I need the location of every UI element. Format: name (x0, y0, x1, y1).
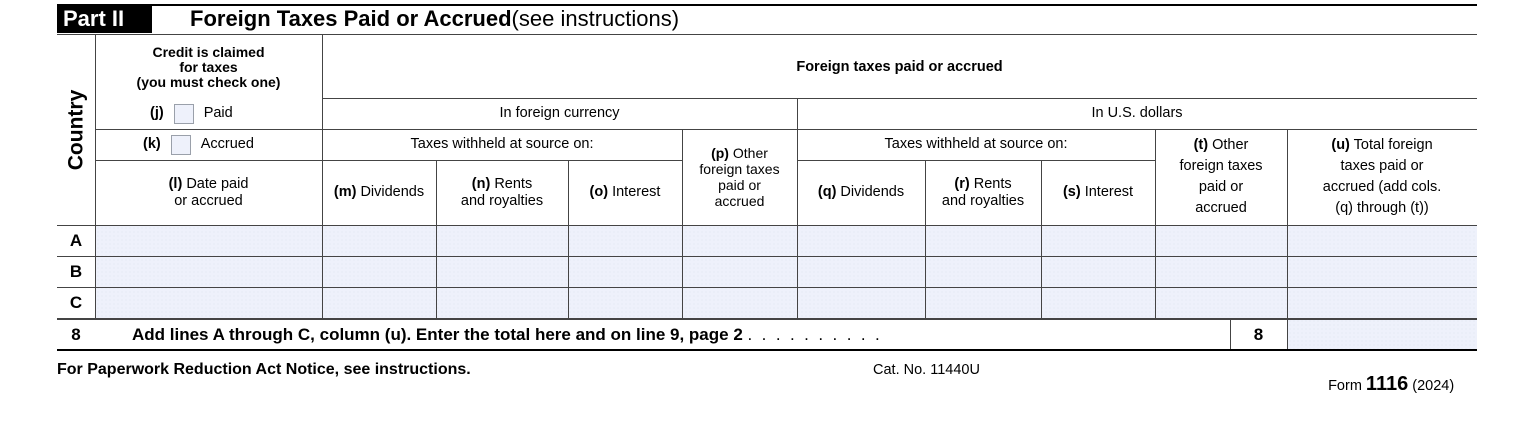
rule (797, 160, 1155, 161)
accrued-checkbox[interactable] (171, 135, 191, 155)
col-m-header: (m) Dividends (333, 184, 425, 200)
rule (925, 160, 926, 318)
col-o-header: (o) Interest (589, 184, 661, 200)
row-label-b: B (69, 261, 83, 281)
line8-number: 8 (71, 324, 81, 344)
in-foreign-currency-header: In foreign currency (499, 105, 620, 121)
col-r-header: (r) Rents and royalties (941, 175, 1025, 209)
col-s-header: (s) Interest (1062, 184, 1134, 200)
rule (57, 256, 1477, 257)
part-title (190, 5, 679, 33)
option-accrued[interactable]: (k) Accrued (95, 129, 322, 160)
row-label-a: A (69, 230, 83, 250)
rule (322, 98, 1477, 99)
col-p-header: (p) Other foreign taxes paid or accrued (699, 145, 780, 209)
col-q-header: (q) Dividends (817, 184, 905, 200)
rule (57, 225, 1477, 226)
rule (682, 129, 683, 318)
col-l-header: (l) Date paid or accrued (168, 175, 249, 209)
rule (797, 98, 798, 318)
withheld-foreign-header: Taxes withheld at source on: (410, 136, 594, 152)
col-t-header: (t) Other foreign taxes paid or accrued (1179, 137, 1263, 216)
in-us-dollars-header: In U.S. dollars (1091, 105, 1183, 121)
rule (322, 34, 323, 318)
rule (95, 34, 96, 318)
line8-instruction: Add lines A through C, column (u). Enter the total here and on line 9, page 2 . . . . . . . . . . (132, 324, 880, 344)
rule (436, 160, 437, 318)
rule (57, 34, 1477, 35)
row-label-c: C (69, 292, 83, 312)
rule (1287, 129, 1288, 349)
credit-claimed-header: Credit is claimed for taxes (you must check one) (136, 43, 281, 90)
foreign-taxes-header: Foreign taxes paid or accrued (796, 58, 1003, 75)
country-header: Country (64, 89, 87, 170)
rule (322, 160, 682, 161)
rule (1155, 129, 1156, 318)
rule (57, 287, 1477, 288)
rule (95, 160, 322, 161)
part-title-bold: Foreign Taxes Paid or Accrued (190, 6, 512, 31)
rule (1041, 160, 1042, 318)
col-n-header: (n) Rents and royalties (460, 175, 544, 209)
withheld-usd-header: Taxes withheld at source on: (884, 136, 1068, 152)
line8-input[interactable] (1288, 319, 1477, 349)
line8-box-label: 8 (1253, 324, 1264, 344)
part-title-suffix: (see instructions) (511, 6, 680, 31)
cat-no: Cat. No. 11440U (873, 362, 980, 378)
col-u-header: (u) Total foreign taxes paid or accrued (add cols. (q) through (t)) (1322, 137, 1442, 216)
form-id: Form 1116 (2024) (1328, 373, 1455, 395)
paperwork-notice: For Paperwork Reduction Act Notice, see instructions. (57, 361, 471, 378)
data-grid-fill (96, 226, 1477, 318)
rule (57, 349, 1477, 351)
rule (95, 129, 1477, 130)
paid-checkbox[interactable] (174, 104, 194, 124)
rule (568, 160, 569, 318)
option-paid[interactable]: (j) Paid (95, 98, 322, 129)
part-badge: Part II (57, 5, 152, 33)
